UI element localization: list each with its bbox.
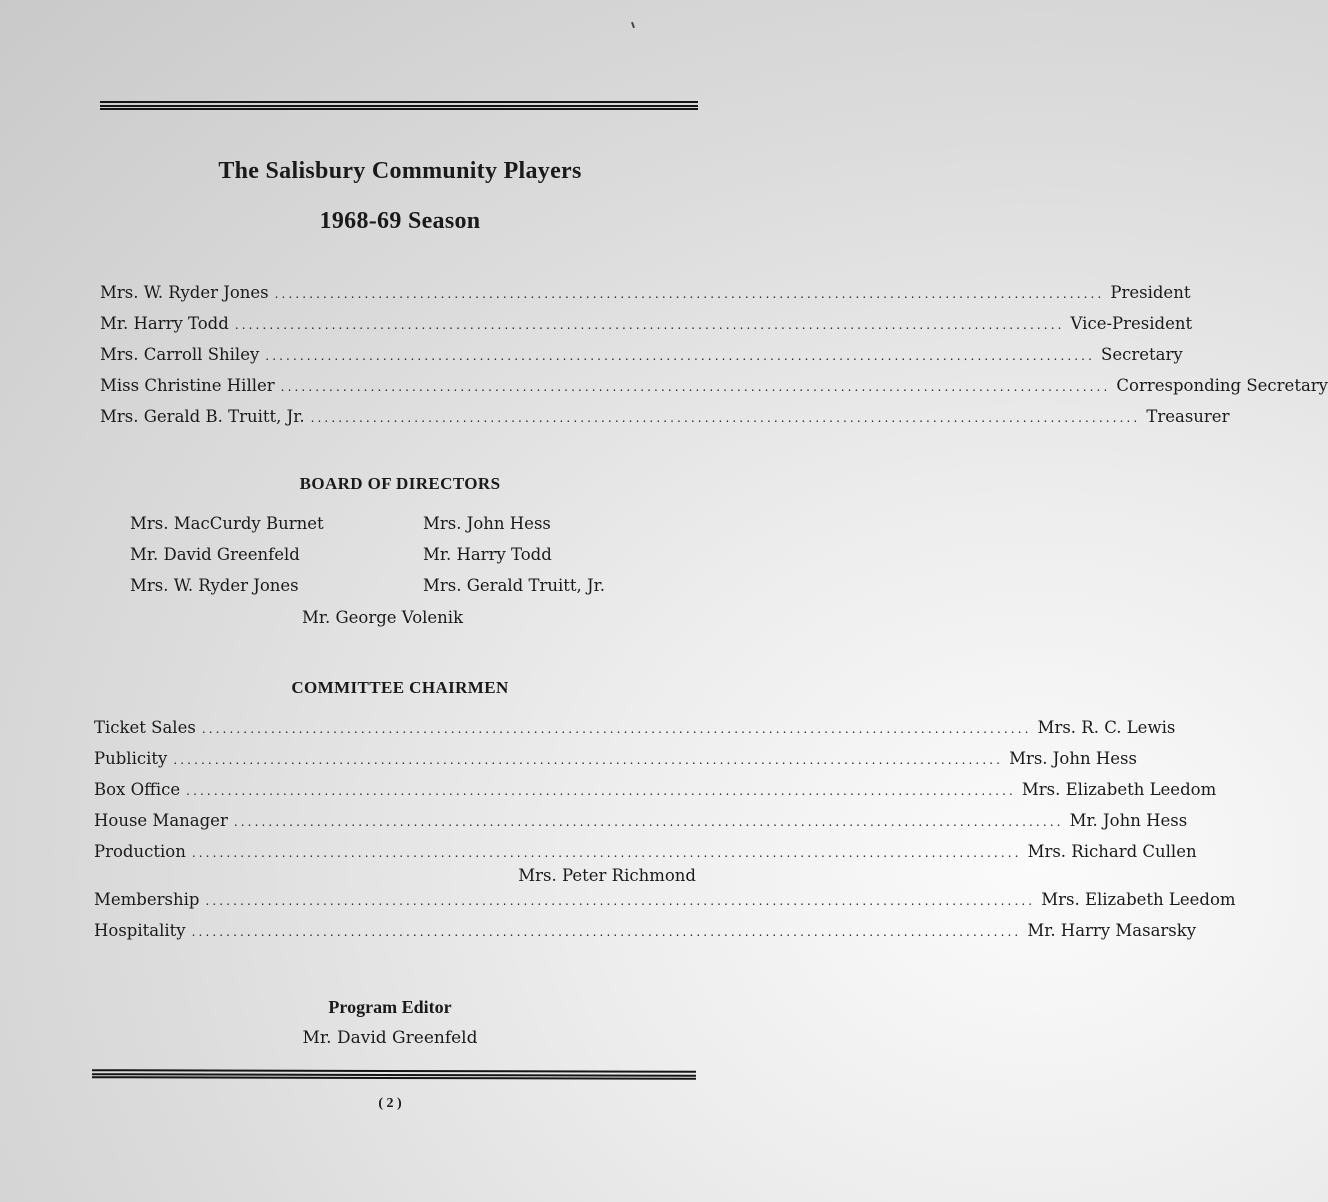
officer-row [100,283,1191,314]
leader-dots: ........................................................................................................................ [280,380,1111,394]
board-member: Mr. Harry Todd [423,545,552,564]
committee-row [94,921,1197,952]
committee-name: House Manager [94,811,228,830]
committee-chair: Mrs. R. C. Lewis [1037,718,1176,737]
officer-role: Corresponding Secretary [1116,376,1328,395]
committee-name: Ticket Sales [94,718,196,737]
officer-row [100,345,1183,376]
program-editor-label: Program Editor [328,997,452,1017]
board-left-column [130,514,324,607]
committee-chair: Mrs. John Hess [1009,749,1137,768]
committee-chair-secondary: Mrs. Peter Richmond [518,866,696,885]
officer-row [100,314,1193,345]
board-member: Mrs. Gerald Truitt, Jr. [423,576,605,595]
leader-dots: ........................................................................................................................ [201,722,1032,736]
committee-chair: Mrs. Elizabeth Leedom [1041,890,1236,909]
organization-title: The Salisbury Community Players [218,158,582,184]
committee-name: Box Office [94,780,181,799]
leader-dots: ........................................................................................................................ [274,287,1105,301]
committee-row [94,718,1176,749]
page-number: ( 2 ) [378,1096,402,1111]
leader-dots: ........................................................................................................................ [205,894,1036,908]
officer-name: Miss Christine Hiller [100,376,275,395]
committee-name: Membership [94,890,200,909]
officer-name: Mrs. W. Ryder Jones [100,283,269,302]
board-right-column [423,514,605,607]
leader-dots: ........................................................................................................................ [191,925,1022,939]
committee-row [94,811,1188,842]
committee-chair: Mr. John Hess [1069,811,1188,830]
leader-dots: ........................................................................................................................ [191,846,1022,860]
officer-role: Treasurer [1146,407,1230,426]
committee-chairmen-list [94,718,1236,952]
bottom-triple-rule [92,1069,696,1080]
committee-row [94,749,1137,780]
officer-row [100,407,1230,438]
leader-dots: ........................................................................................................................ [186,784,1016,798]
top-triple-rule [100,101,698,110]
committee-chair: Mrs. Elizabeth Leedom [1021,780,1217,799]
officer-name: Mrs. Carroll Shiley [100,345,260,364]
officer-name: Mr. Harry Todd [100,314,229,333]
committee-chair: Mrs. Richard Cullen [1027,842,1197,861]
board-member: Mrs. MacCurdy Burnet [130,514,324,533]
officer-row [100,376,1328,407]
board-member: Mr. George Volenik [302,608,464,627]
committee-name: Production [94,842,186,861]
officer-name: Mrs. Gerald B. Truitt, Jr. [100,407,305,426]
officer-role: President [1110,283,1191,302]
board-member: Mr. David Greenfeld [130,545,300,564]
committee-name: Publicity [94,749,168,768]
board-member: Mrs. W. Ryder Jones [130,576,299,595]
leader-dots: ........................................................................................................................ [173,753,1004,767]
officer-role: Secretary [1101,345,1183,364]
leader-dots: ........................................................................................................................ [234,318,1065,332]
committee-row [94,780,1217,811]
program-editor-name: Mr. David Greenfeld [302,1028,478,1048]
leader-dots: ........................................................................................................................ [265,349,1096,363]
committee-row [94,890,1236,921]
leader-dots: ........................................................................................................................ [233,815,1064,829]
season-title: 1968-69 Season [319,208,481,234]
board-heading: BOARD OF DIRECTORS [299,474,501,493]
committee-name: Hospitality [94,921,186,940]
officer-role: Vice-President [1070,314,1193,333]
committees-heading: COMMITTEE CHAIRMEN [291,678,509,697]
board-member: Mrs. John Hess [423,514,551,533]
paper-speck [631,22,635,28]
officers-list [100,283,1328,438]
committee-chair: Mr. Harry Masarsky [1027,921,1197,940]
leader-dots: ........................................................................................................................ [310,411,1141,425]
